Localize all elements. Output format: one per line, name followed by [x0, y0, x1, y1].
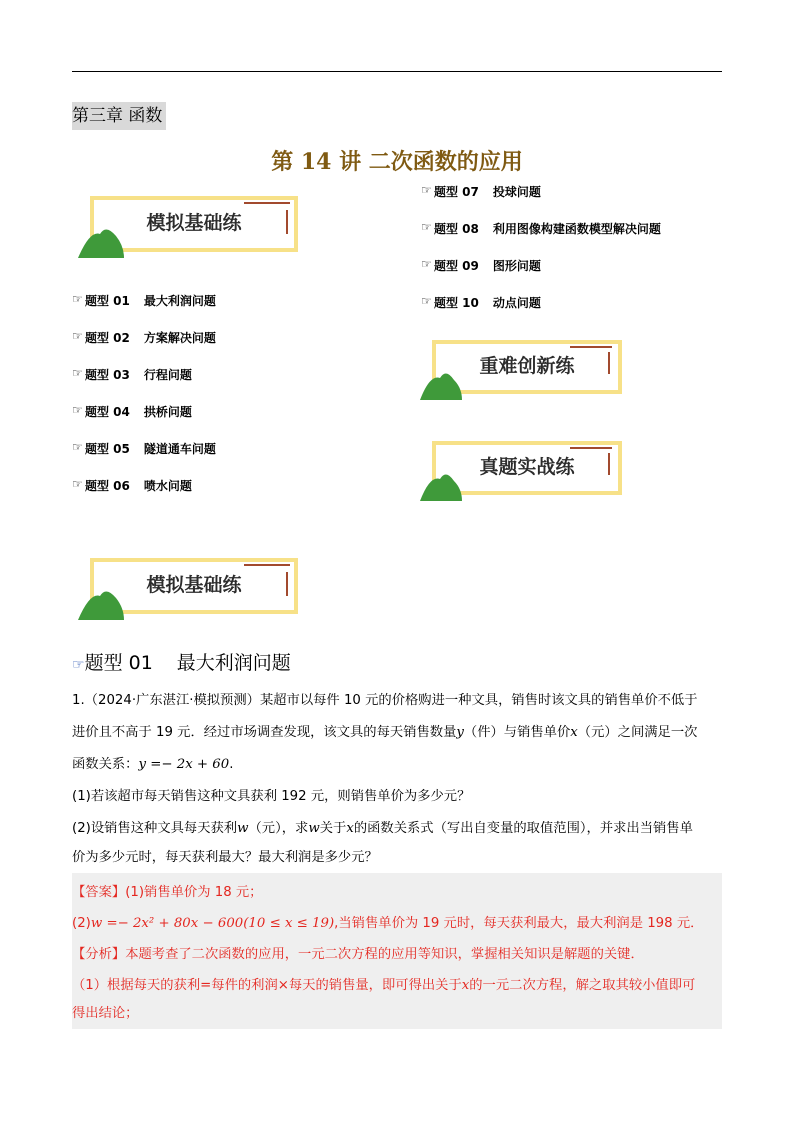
toc-name: 利用图像构建函数模型解决问题 — [492, 222, 661, 236]
toc-num: 题型 10 — [434, 296, 479, 310]
toc-name: 隧道通车问题 — [143, 442, 216, 456]
answer-line — [72, 911, 722, 937]
problem-line — [72, 688, 722, 714]
banner-accent — [286, 210, 288, 234]
math-var: x — [461, 978, 470, 993]
math-var: x — [570, 725, 578, 740]
banner-accent — [608, 453, 610, 475]
toc-num: 题型 04 — [85, 405, 130, 419]
toc-item[interactable] — [72, 440, 216, 457]
question-1 — [72, 784, 722, 810]
analysis-text: 本题考查了二次函数的应用，一元二次方程的应用等知识，掌握相关知识是解题的关键． — [125, 947, 644, 962]
answer-text: ,当销售单价为 19 元时，每天获利最大，最大利润是 198 元． — [334, 916, 704, 931]
hill-icon — [76, 584, 126, 620]
toc-num: 题型 06 — [85, 479, 130, 493]
banner-label: 模拟基础练 — [146, 574, 242, 596]
hill-icon — [418, 366, 464, 400]
toc-name: 行程问题 — [143, 368, 192, 382]
analysis-text: 的一元二次方程，解之取其较小值即可 — [469, 978, 696, 993]
toc-name: 拱桥问题 — [143, 405, 192, 419]
problem-text: （件）与销售单价 — [463, 725, 571, 740]
chapter-label: 第三章 函数 — [72, 102, 166, 130]
question-text: (2)设销售这种文具每天获利 — [72, 821, 238, 836]
banner-basic-section — [76, 558, 300, 622]
toc-num: 题型 01 — [85, 294, 130, 308]
toc-item[interactable] — [72, 403, 192, 420]
banner-label: 真题实战练 — [479, 456, 575, 478]
toc-num: 题型 09 — [434, 259, 479, 273]
math-var: w — [308, 821, 320, 836]
banner-accent — [608, 352, 610, 374]
analysis-text: （1）根据每天的获利=每件的利润×每天的销售量，即可得出关于 — [72, 978, 462, 993]
toc-num: 题型 02 — [85, 331, 130, 345]
analysis-step-cont — [72, 1001, 722, 1027]
toc-item[interactable] — [72, 366, 192, 383]
problem-text: 进价且不高于 19 元．经过市场调查发现，该文具的每天销售数量 — [72, 725, 457, 740]
analysis-step — [72, 973, 722, 999]
toc-name: 最大利润问题 — [143, 294, 216, 308]
question-text: 的函数关系式（写出自变量的取值范围），并求出当销售单 — [353, 821, 693, 836]
banner-label: 重难创新练 — [479, 355, 575, 377]
toc-name: 图形问题 — [492, 259, 541, 273]
problem-text: （元）之间满足一次 — [577, 725, 698, 740]
problem-text: . — [229, 757, 234, 772]
question-text: 关于 — [319, 821, 347, 836]
answer-text: (2) — [72, 916, 91, 931]
question-text: （元），求 — [248, 821, 309, 836]
pointing-hand-icon: ☞ — [72, 657, 85, 673]
analysis-text: 得出结论； — [72, 1006, 139, 1021]
question-text: 价为多少元时，每天获利最大？最大利润是多少元？ — [72, 850, 378, 865]
question-text: (1)若该超市每天销售这种文具获利 192 元，则销售单价为多少元？ — [72, 789, 471, 804]
toc-item[interactable] — [72, 477, 192, 494]
toc-item[interactable] — [421, 257, 541, 274]
pointing-hand-icon: ☞ — [72, 477, 83, 491]
question-2 — [72, 816, 722, 842]
banner-label: 模拟基础练 — [146, 212, 242, 234]
answer-line — [72, 880, 722, 906]
analysis-line — [72, 942, 722, 968]
section-num: 题型 01 — [84, 652, 153, 674]
math-var: w — [237, 821, 249, 836]
answer-text: (1)销售单价为 18 元； — [125, 885, 263, 900]
banner-accent — [570, 346, 612, 348]
toc-name: 喷水问题 — [143, 479, 192, 493]
toc-item[interactable] — [421, 294, 541, 311]
toc-num: 题型 07 — [434, 185, 479, 199]
math-equation: w =− 2x² + 80x − 600(10 ≤ x ≤ 19) — [90, 916, 335, 931]
pointing-hand-icon: ☞ — [72, 292, 83, 306]
problem-text: 1.（2024·广东湛江·模拟预测）某超市以每件 10 元的价格购进一种文具，销售时该文具的销售单价不低于 — [72, 693, 698, 708]
hill-icon — [418, 467, 464, 501]
pointing-hand-icon: ☞ — [72, 366, 83, 380]
answer-tag: 【答案】 — [72, 885, 126, 900]
toc-item[interactable] — [72, 329, 216, 346]
header-rule — [72, 71, 722, 72]
lecture-title: 第 14 讲 二次函数的应用 — [271, 149, 523, 175]
toc-item[interactable] — [421, 183, 541, 200]
banner-hard — [418, 340, 628, 400]
toc-num: 题型 05 — [85, 442, 130, 456]
pointing-hand-icon: ☞ — [72, 329, 83, 343]
banner-accent — [286, 572, 288, 596]
pointing-hand-icon: ☞ — [72, 440, 83, 454]
math-var: y — [456, 725, 464, 740]
toc-num: 题型 08 — [434, 222, 479, 236]
toc-name: 投球问题 — [492, 185, 541, 199]
toc-item[interactable] — [421, 220, 661, 237]
pointing-hand-icon: ☞ — [421, 294, 432, 308]
problem-line — [72, 752, 722, 778]
toc-name: 动点问题 — [492, 296, 541, 310]
section-name: 最大利润问题 — [176, 652, 291, 674]
toc-item[interactable] — [72, 292, 216, 309]
pointing-hand-icon: ☞ — [421, 257, 432, 271]
pointing-hand-icon: ☞ — [421, 220, 432, 234]
hill-icon — [76, 222, 126, 258]
toc-name: 方案解决问题 — [143, 331, 216, 345]
banner-accent — [244, 202, 290, 204]
math-var: x — [346, 821, 354, 836]
problem-text: 函数关系： — [72, 757, 139, 772]
problem-line — [72, 720, 722, 746]
pointing-hand-icon: ☞ — [72, 403, 83, 417]
toc-num: 题型 03 — [85, 368, 130, 382]
banner-accent — [570, 447, 612, 449]
banner-basic-top — [76, 196, 300, 260]
banner-real — [418, 441, 628, 501]
pointing-hand-icon: ☞ — [421, 183, 432, 197]
math-equation: y =− 2x + 60 — [138, 757, 230, 772]
analysis-tag: 【分析】 — [72, 947, 126, 962]
banner-accent — [244, 564, 290, 566]
section-heading — [72, 648, 291, 675]
question-2-cont — [72, 845, 722, 871]
